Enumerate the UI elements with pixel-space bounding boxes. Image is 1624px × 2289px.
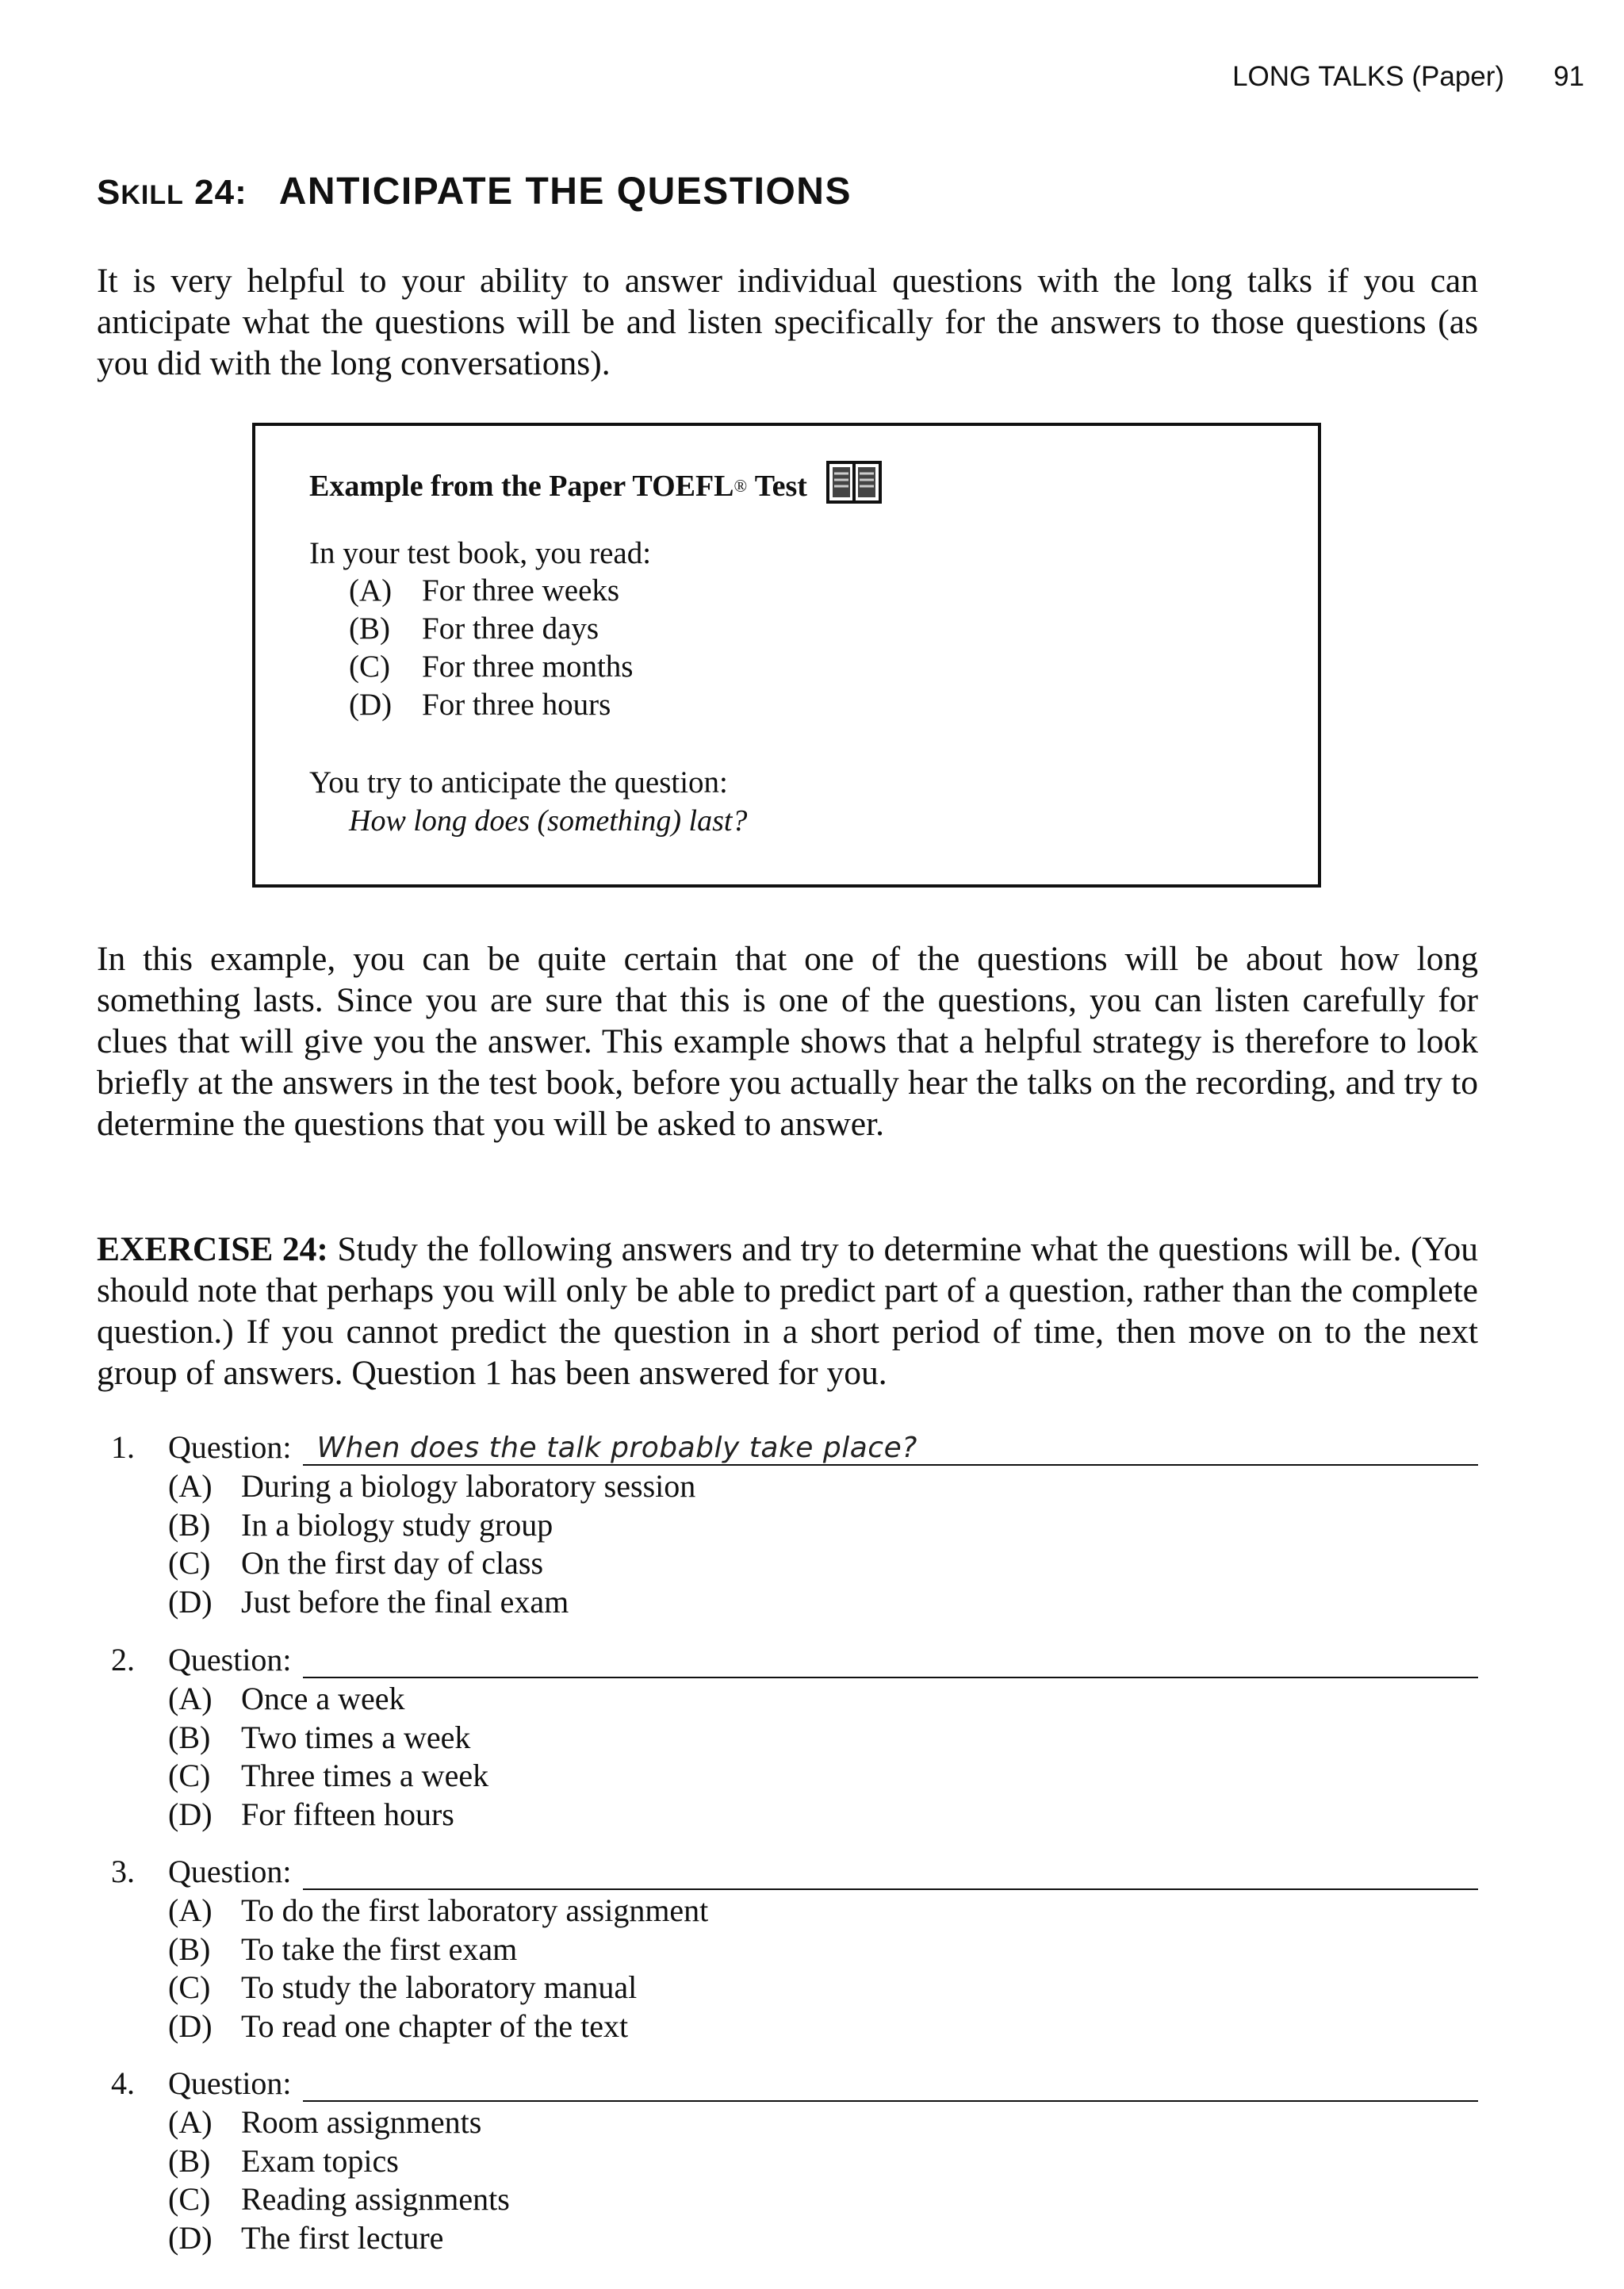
answer-option: (D) The first lecture — [168, 2219, 444, 2256]
answer-option: (B) Two times a week — [168, 1719, 471, 1755]
answer-option: (C) Reading assignments — [168, 2181, 510, 2217]
example-box-title — [309, 459, 882, 513]
anticipated-question: How long does (something) last? — [349, 804, 748, 838]
question-label: Question: — [168, 1429, 292, 1465]
answer-option: (A) To do the first laboratory assignment — [168, 1892, 709, 1928]
example-option: (B) For three days — [349, 612, 599, 646]
question-item — [111, 1639, 1478, 1834]
skill-heading — [97, 170, 852, 213]
question-line — [111, 1426, 1478, 1466]
question-answer-field[interactable] — [303, 1640, 1478, 1678]
answer-option: (D) For fifteen hours — [168, 1796, 454, 1832]
question-label: Question: — [168, 1642, 292, 1677]
example-option: (D) For three hours — [349, 688, 611, 722]
explanation-paragraph: In this example, you can be quite certain that one of the questions will be about how long something lasts. Since you are sure that this is one of the questions, you can listen carefully for clues that will give you the answer. This example shows that a helpful strategy is therefore to look briefly at the answers in the test book, before you actually hear the talks on the recording, and try to determine the questions that you will be asked to answer. — [97, 940, 1478, 1143]
question-item — [111, 1426, 1478, 1621]
handwritten-answer: When does the talk probably take place? — [316, 1432, 917, 1464]
question-item — [111, 2062, 1478, 2257]
example-title-suffix: Test — [754, 470, 807, 503]
answer-options — [168, 1680, 1478, 1834]
exercise-label: EXERCISE 24: — [97, 1230, 328, 1268]
registered-mark: ® — [733, 476, 748, 496]
question-line — [111, 1850, 1478, 1890]
example-option: (A) For three weeks — [349, 573, 620, 608]
example-option: (C) For three months — [349, 650, 634, 684]
answer-option: (B) Exam topics — [168, 2142, 399, 2179]
question-number: 1. — [111, 1429, 135, 1465]
question-number: 4. — [111, 2065, 135, 2101]
question-line — [111, 1639, 1478, 1678]
question-answer-field[interactable] — [303, 1852, 1478, 1890]
question-answer-field[interactable] — [303, 1428, 1478, 1466]
running-head — [1232, 57, 1584, 97]
answer-option: (A) Room assignments — [168, 2104, 482, 2140]
answer-option: (B) In a biology study group — [168, 1506, 553, 1543]
answer-option: (D) To read one chapter of the text — [168, 2007, 629, 2044]
answer-option: (C) To study the laboratory manual — [168, 1969, 638, 2005]
exercise-instructions — [97, 1229, 1478, 1394]
question-item — [111, 1850, 1478, 2046]
intro-paragraph: It is very helpful to your ability to answer individual questions with the long talks if you can anticipate what the questions will be and listen specifically for the answers to those questions (as you did with the long conversations). — [97, 262, 1478, 382]
question-label: Question: — [168, 1854, 292, 1889]
skill-title: ANTICIPATE THE QUESTIONS — [278, 171, 852, 213]
answer-options — [168, 1892, 1478, 2046]
answer-option: (A) During a biology laboratory session — [168, 1468, 696, 1504]
example-options — [349, 572, 633, 724]
example-title-text: Example from the Paper TOEFL — [309, 470, 734, 503]
answer-option: (B) To take the first exam — [168, 1931, 518, 1967]
question-number: 3. — [111, 1854, 135, 1889]
running-head-section: LONG TALKS (Paper) — [1232, 61, 1505, 92]
page-number: 91 — [1553, 61, 1584, 92]
example-box — [252, 423, 1321, 888]
answer-options — [168, 1467, 1478, 1621]
question-line — [111, 2062, 1478, 2102]
answer-option: (A) Once a week — [168, 1681, 405, 1716]
read-label: In your test book, you read: — [309, 536, 652, 570]
answer-option: (C) Three times a week — [168, 1758, 489, 1793]
answer-option: (D) Just before the final exam — [168, 1583, 569, 1620]
answer-option: (C) On the first day of class — [168, 1545, 544, 1581]
question-answer-field[interactable] — [303, 2064, 1478, 2102]
anticipate-label: You try to anticipate the question: — [309, 765, 728, 799]
skill-label: SKILL 24: — [97, 173, 247, 212]
exercise-text: Study the following answers and try to determine what the questions will be. (You should note that perhaps you will only be able to predict part of a question, rather than the complete question.) If you cannot predict the question in a short period of time, then move on to the next group of answers. Question 1 has been answered for you. — [97, 1230, 1478, 1392]
question-number: 2. — [111, 1642, 135, 1677]
book-icon — [826, 459, 882, 513]
question-label: Question: — [168, 2065, 292, 2101]
answer-options — [168, 2103, 1478, 2257]
